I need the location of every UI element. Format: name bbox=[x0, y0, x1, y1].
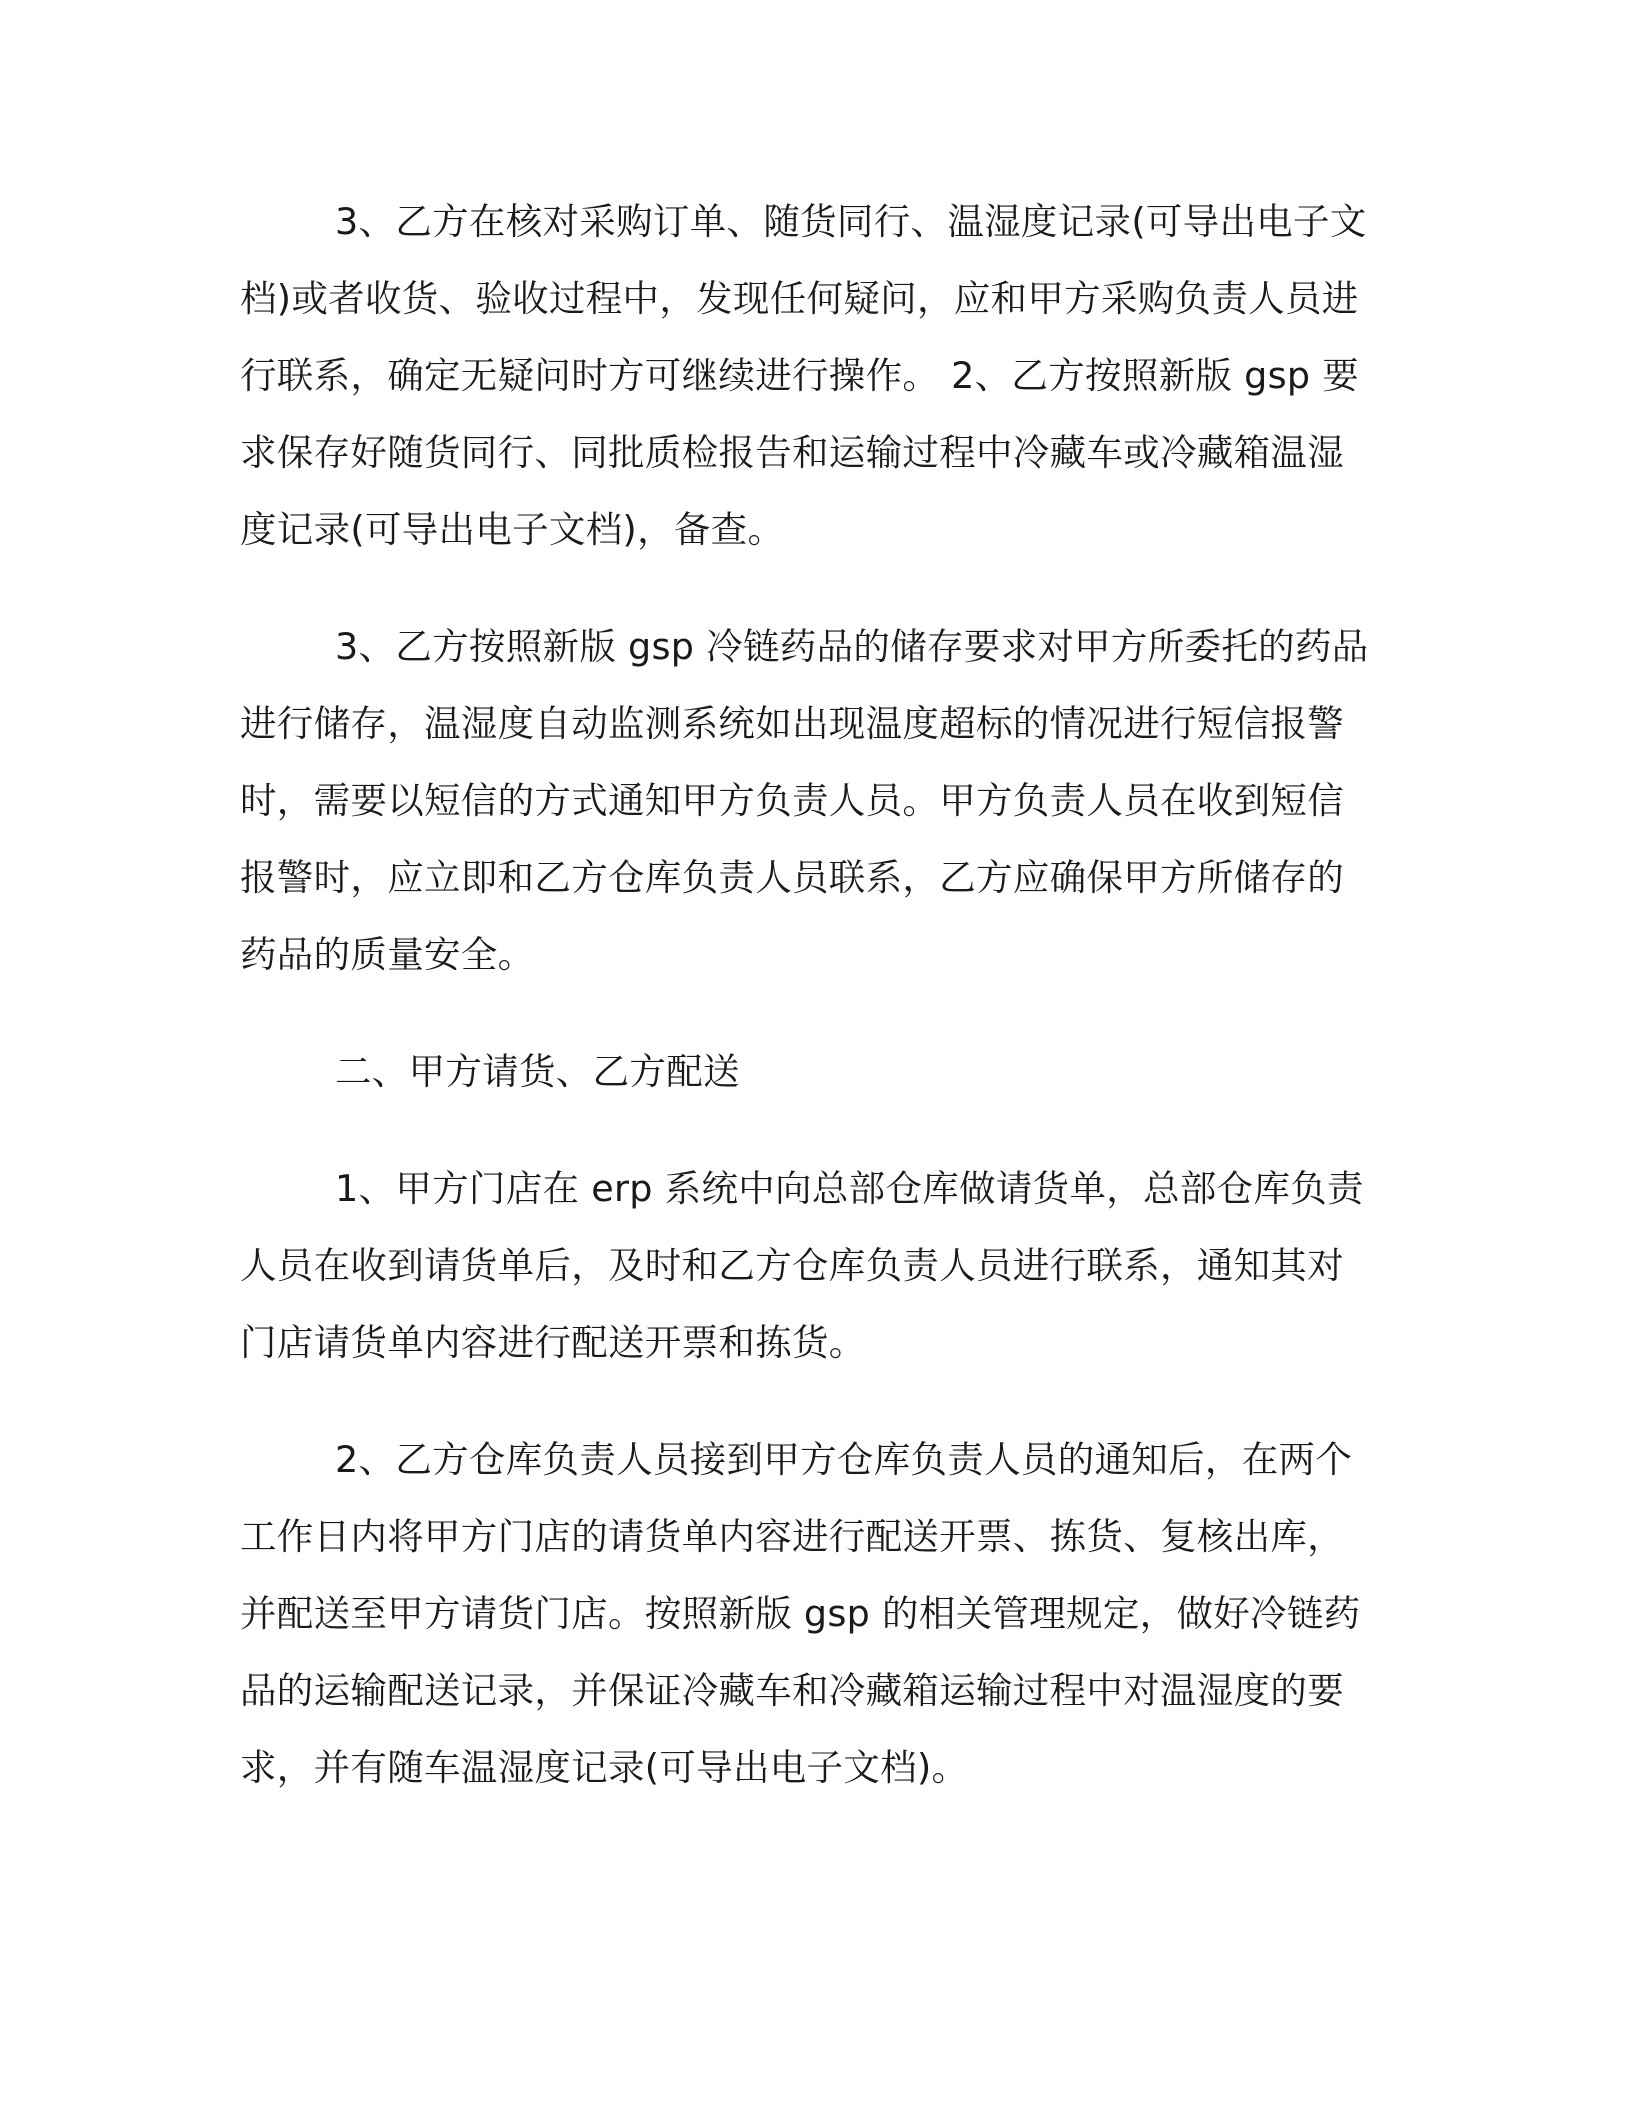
paragraph-cold-chain-storage: 3、乙方按照新版 gsp 冷链药品的储存要求对甲方所委托的药品进行储存，温湿度自动监测系统如出现温度超标的情况进行短信报警时，需要以短信的方式通知甲方负责人员。甲方负责人员在收到短信报警时，应立即和乙方仓库负责人员联系，乙方应确保甲方所储存的药品的质量安全。 bbox=[240, 625, 1369, 976]
paragraph-store-requisition: 1、甲方门店在 erp 系统中向总部仓库做请货单，总部仓库负责人员在收到请货单后，及时和乙方仓库负责人员进行联系，通知其对门店请货单内容进行配送开票和拣货。 bbox=[240, 1167, 1364, 1364]
document-body bbox=[240, 183, 1380, 1806]
paragraph-delivery-process: 2、乙方仓库负责人员接到甲方仓库负责人员的通知后，在两个工作日内将甲方门店的请货单内容进行配送开票、拣货、复核出库，并配送至甲方请货门店。按照新版 gsp 的相关管理规定，做好冷链药品的运输配送记录，并保证冷藏车和冷藏箱运输过程中对温湿度的要求，并有随车温湿度记录(可导出电子文档)。 bbox=[240, 1438, 1361, 1789]
paragraph-receiving-inspection: 3、乙方在核对采购订单、随货同行、温湿度记录(可导出电子文档)或者收货、验收过程中，发现任何疑问，应和甲方采购负责人员进行联系，确定无疑问时方可继续进行操作。 2、乙方按照新版 gsp 要求保存好随货同行、同批质检报告和运输过程中冷藏车或冷藏箱温湿度记录(可导出电子文档)，备查。 bbox=[240, 200, 1367, 551]
section-heading-requisition-delivery: 二、甲方请货、乙方配送 bbox=[335, 1050, 740, 1093]
